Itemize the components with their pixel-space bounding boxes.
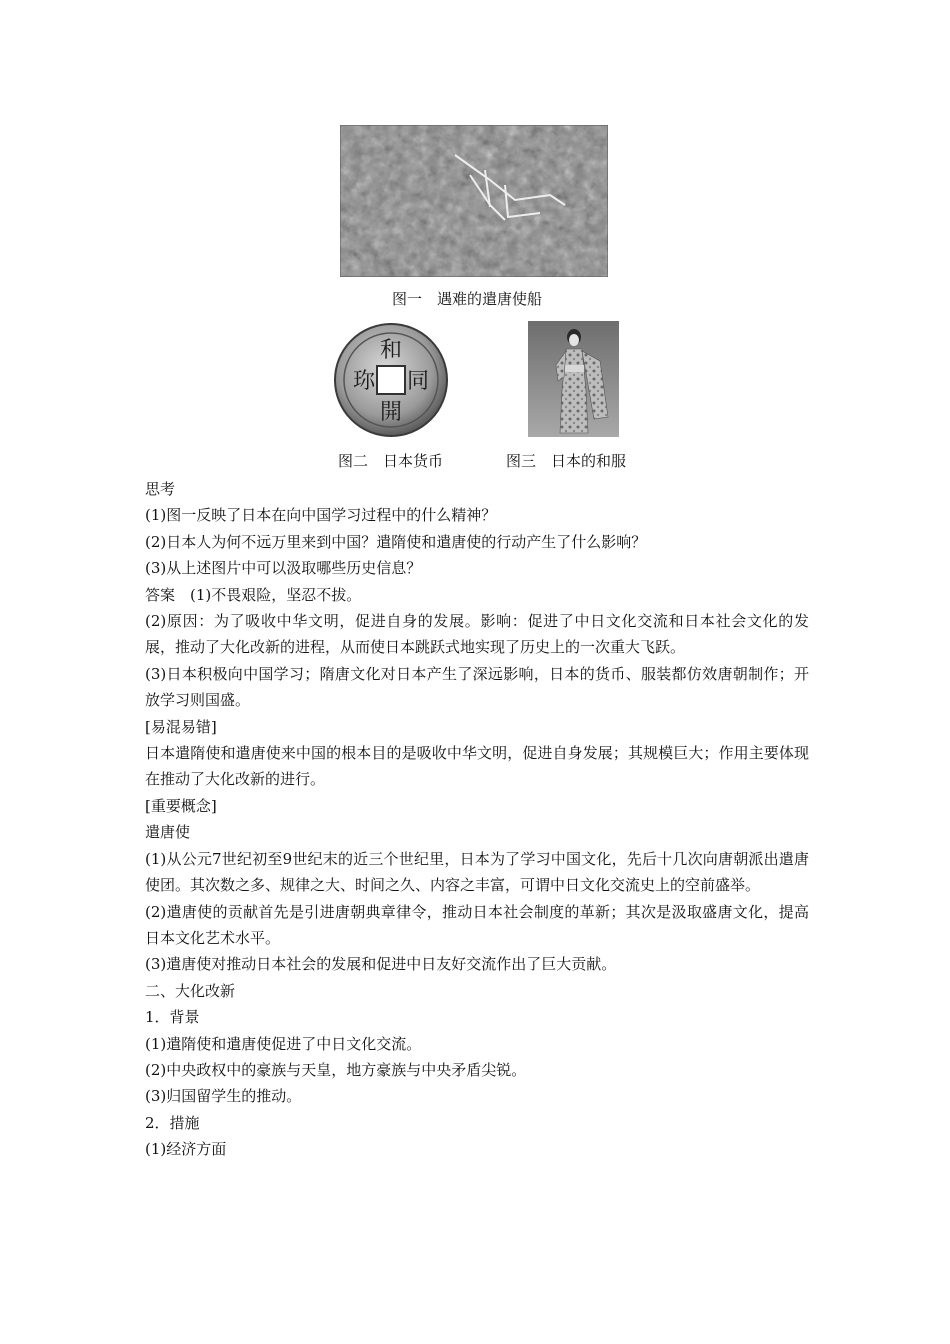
question-1: (1)图一反映了日本在向中国学习过程中的什么精神？ xyxy=(145,506,497,525)
heading-think: 思考 xyxy=(145,480,176,498)
coin-char-bottom: 開 xyxy=(379,400,403,425)
concept-point-1: (1)从公元7世纪初至9世纪末的近三个世纪里，日本为了学习中国文化，先后十几次向唐朝派出遣唐使团。其次数之多、规律之大、时间之久、内容之丰富，可谓中日文化交流史上的空前盛举。 xyxy=(145,849,809,895)
background-3: (3)归国留学生的推动。 xyxy=(145,1087,302,1106)
coin-char-right: 同 xyxy=(406,369,430,394)
figure3-caption: 图三 日本的和服 xyxy=(506,452,627,470)
question-2: (2)日本人为何不远万里来到中国？遣隋使和遣唐使的行动产生了什么影响？ xyxy=(145,532,647,551)
subheading-measures: 2．措施 xyxy=(145,1113,200,1132)
question-3: (3)从上述图片中可以汲取哪些历史信息？ xyxy=(145,559,422,578)
heading-confusion: [易混易错] xyxy=(145,717,217,736)
shipwreck-image xyxy=(340,125,608,277)
figure2-caption: 图二 日本货币 xyxy=(338,452,444,470)
measures-economy: (1)经济方面 xyxy=(145,1140,227,1159)
heading-concept: [重要概念] xyxy=(145,796,217,815)
figure1-caption: 图一 遇难的遣唐使船 xyxy=(392,290,543,308)
concept-point-2: (2)遣唐使的贡献首先是引进唐朝典章律令，推动日本社会制度的革新；其次是汲取盛唐文化，提高日本文化艺术水平。 xyxy=(145,902,809,947)
coin-char-left: 珎 xyxy=(352,369,376,394)
coin-image xyxy=(332,322,450,438)
answer-3: (3)日本积极向中国学习；隋唐文化对日本产生了深远影响，日本的货币、服装都仿效唐朝制作；开放学习则国盛。 xyxy=(145,664,809,710)
background-2: (2)中央政权中的豪族与天皇，地方豪族与中央矛盾尖锐。 xyxy=(145,1060,527,1079)
kimono-image xyxy=(528,321,619,437)
answer-1: 答案 (1)不畏艰险，坚忍不拔。 xyxy=(145,585,362,604)
subheading-background: 1．背景 xyxy=(145,1008,200,1027)
body-text xyxy=(145,476,809,1163)
concept-title: 遣唐使 xyxy=(145,823,191,842)
section-heading-taika: 二、大化改新 xyxy=(145,981,236,1000)
coin-char-top: 和 xyxy=(379,338,403,363)
concept-point-3: (3)遣唐使对推动日本社会的发展和促进中日友好交流作出了巨大贡献。 xyxy=(145,955,617,974)
answer-2: (2)原因：为了吸收中华文明，促进自身的发展。影响：促进了中日文化交流和日本社会文化的发展，推动了大化改新的进程，从而使日本跳跃式地实现了历史上的一次重大飞跃。 xyxy=(145,612,809,657)
confusion-text: 日本遣隋使和遣唐使来中国的根本目的是吸收中华文明，促进自身发展；其规模巨大；作用主要体现在推动了大化改新的进行。 xyxy=(145,744,809,789)
background-1: (1)遣隋使和遣唐使促进了中日文化交流。 xyxy=(145,1034,422,1053)
